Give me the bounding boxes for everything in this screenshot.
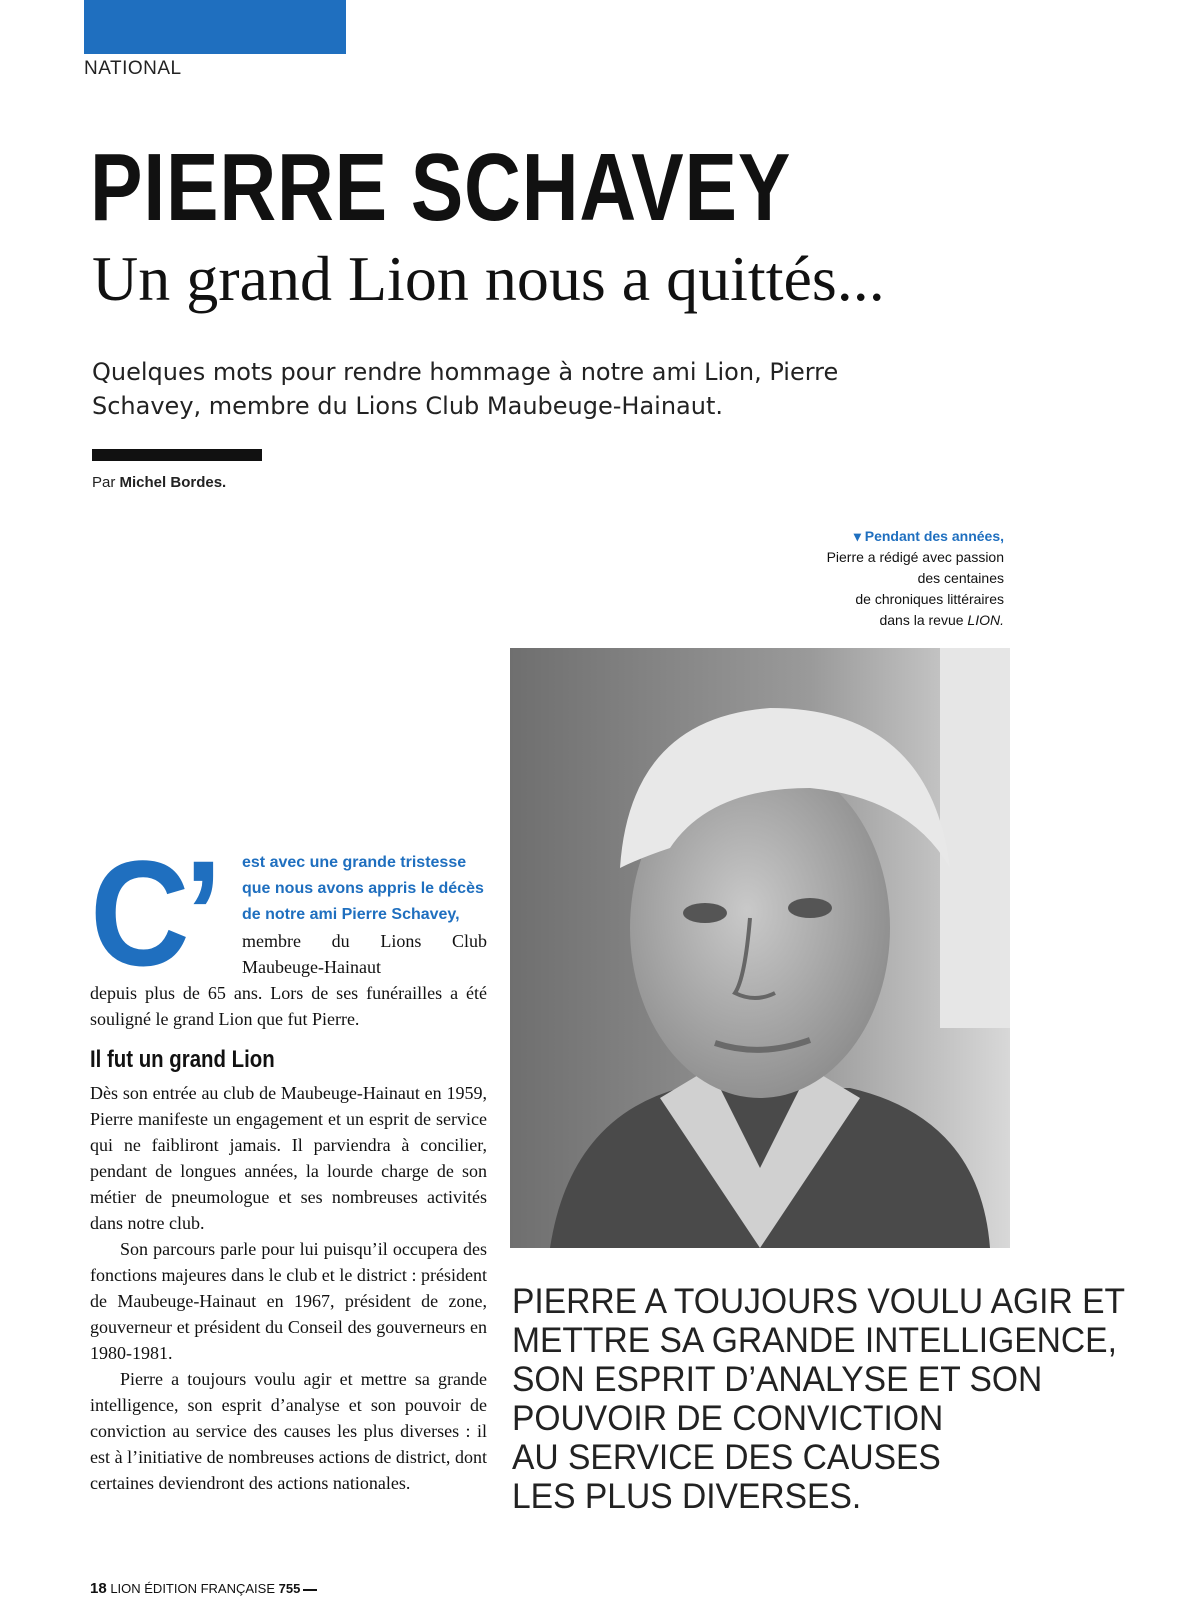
pull-quote — [512, 1282, 1126, 1516]
drop-cap: C’ — [90, 829, 217, 997]
article-title: PIERRE SCHAVEY — [90, 134, 792, 241]
caption-line: des centaines — [917, 570, 1004, 586]
body-paragraph: Pierre a toujours voulu agir et mettre sa grande intelligence, son esprit d’analyse et son pouvoir de conviction au service des causes les plus diverses : il est à l’initiative de nombreuses actions de district, dont certaines deviendront des actions nationales. — [90, 1369, 487, 1493]
caption-line-last — [760, 610, 1004, 631]
caption-line: Pierre a rédigé avec passion — [826, 549, 1004, 565]
portrait-illustration — [510, 648, 1010, 1248]
photo-caption — [760, 526, 1004, 631]
caption-highlight: ▾ Pendant des années, — [853, 528, 1004, 544]
section-color-bar — [84, 0, 346, 54]
intro-lead-text: est avec une grande tristesse que nous avons appris le décès de notre ami Pierre Schavey, — [242, 854, 484, 923]
pull-quote-line: PIERRE A TOUJOURS VOULU AGIR ET — [512, 1282, 1126, 1321]
page-footer — [90, 1580, 317, 1597]
pull-quote-line: SON ESPRIT D’ANALYSE ET SON — [512, 1360, 1043, 1399]
pull-quote-line: METTRE SA GRANDE INTELLIGENCE, — [512, 1321, 1117, 1360]
publication-name: LION ÉDITION FRANÇAISE — [110, 1581, 276, 1596]
section-label: NATIONAL — [84, 58, 182, 79]
byline-rule — [92, 449, 262, 461]
pull-quote-line: LES PLUS DIVERSES. — [512, 1477, 862, 1516]
pull-quote-line: AU SERVICE DES CAUSES — [512, 1438, 941, 1477]
portrait-photo — [510, 648, 1010, 1248]
article-subtitle: Un grand Lion nous a quittés... — [92, 243, 885, 314]
article-body — [90, 1080, 487, 1496]
footer-dash — [303, 1589, 317, 1591]
caption-line: de chroniques littéraires — [855, 591, 1004, 607]
issue-number: 755 — [278, 1581, 301, 1596]
byline-prefix: Par — [92, 474, 116, 491]
caption-line: dans la revue — [879, 612, 964, 628]
body-paragraph: Son parcours parle pour lui puisqu’il occupera des fonctions majeures dans le club et le district : président de Maubeuge-Hainaut en 1967, président de zone, gouverneur et président du Conseil des gouverneurs en 1980-1981. — [90, 1239, 487, 1363]
article-lede: Quelques mots pour rendre hommage à notre ami Lion, Pierre Schavey, membre du Lions Club Maubeuge-Hainaut. — [92, 358, 839, 420]
pull-quote-line: POUVOIR DE CONVICTION — [512, 1399, 944, 1438]
caption-magazine-name: LION. — [967, 612, 1004, 628]
intro-rest-text: membre du Lions Club Maubeuge-Hainaut — [242, 931, 487, 977]
body-paragraph: Dès son entrée au club de Maubeuge-Hainaut en 1959, Pierre manifeste un engagement et un esprit de service qui ne faibliront jamais. Il parviendra à concilier, pendant de longues années, la lourde charge de son métier de pneumologue et ses nombreuses activités dans notre club. — [90, 1083, 487, 1233]
page-number: 18 — [90, 1580, 107, 1597]
byline-author: Michel Bordes. — [119, 474, 227, 491]
byline — [92, 474, 226, 491]
subheading: Il fut un grand Lion — [90, 1046, 275, 1073]
intro-tail-text: depuis plus de 65 ans. Lors de ses funérailles a été souligné le grand Lion que fut Pierre. — [90, 983, 487, 1029]
